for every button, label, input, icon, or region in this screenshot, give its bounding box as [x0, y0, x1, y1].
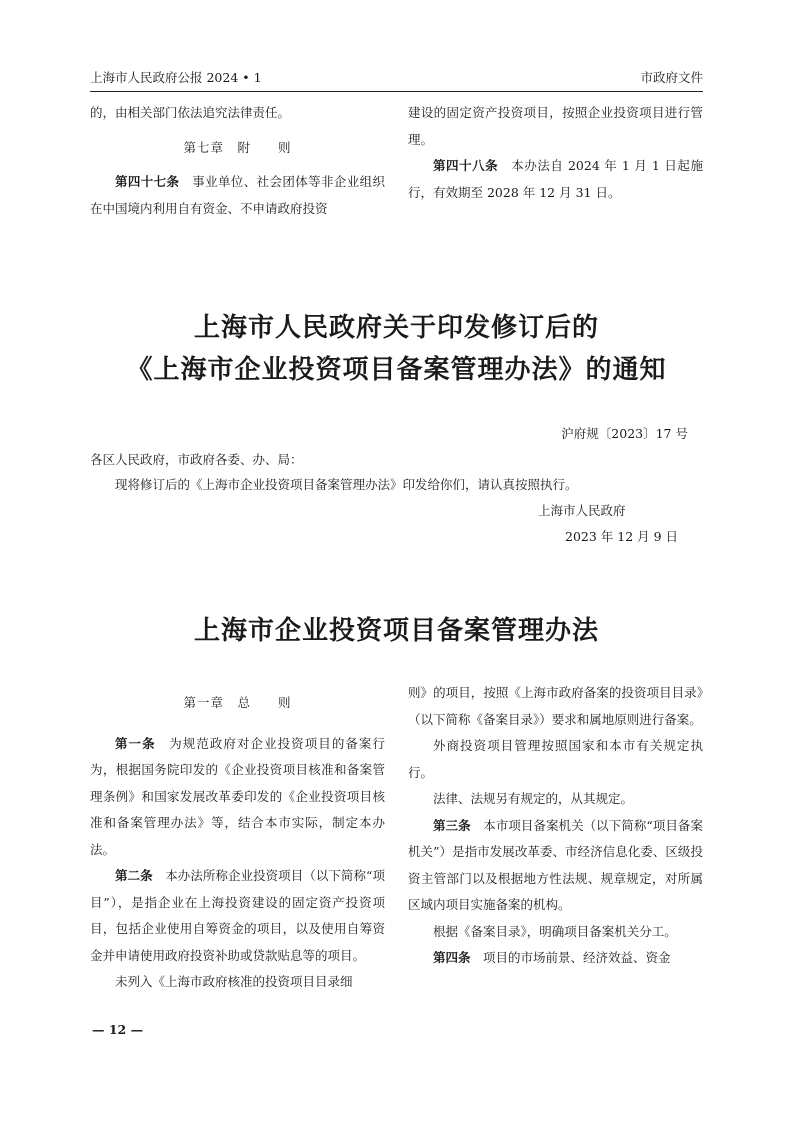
- article-48: [408, 153, 703, 206]
- continuation-paragraph: 则》的项目，按照《上海市政府备案的投资项目目录》（以下简称《备案目录》）要求和属地原则进行备案。: [408, 685, 703, 727]
- addressee: 各区人民政府，市政府各委、办、局：: [90, 452, 303, 467]
- article-label: 第一条: [115, 735, 156, 751]
- article-3: [408, 813, 703, 919]
- running-header-left: 上海市人民政府公报 2024 • 1: [90, 70, 262, 85]
- article-label: 第二条: [115, 868, 153, 883]
- article-47: [90, 169, 385, 222]
- header-rule: [90, 91, 703, 92]
- issuer: 上海市人民政府: [538, 503, 626, 518]
- paragraph: 未列入《上海市政府核准的投资项目目录细: [115, 974, 353, 989]
- paragraph: 外商投资项目管理按照国家和本市有关规定执行。: [408, 738, 703, 780]
- article-1: [90, 731, 385, 864]
- article-text: 本办法所称企业投资项目（以下简称“项目”），是指企业在上海投资建设的固定资产投资项目，包括企业使用自筹资金的项目，以及使用自筹资金并申请使用政府投资补助或贷款贴息等的项目。: [90, 868, 385, 963]
- article-text: 项目的市场前景、经济效益、资金: [483, 950, 671, 965]
- measures-column-right: [408, 680, 703, 972]
- running-header-right: 市政府文件: [640, 70, 703, 85]
- chapter-heading: 第一章 总 则: [183, 695, 292, 710]
- notice-body: 现将修订后的《上海市企业投资项目备案管理办法》印发给你们，请认真按照执行。: [115, 477, 578, 492]
- notice-title-line1: 上海市人民政府关于印发修订后的: [193, 313, 599, 343]
- prev-doc-column-left: [90, 100, 385, 222]
- article-label: 第四十八条: [433, 158, 499, 173]
- chapter-heading: 第七章 附 则: [183, 139, 292, 155]
- article-text: 本办法自 2024 年 1 月 1 日起施行，有效期至 2028 年 12 月 31 日。: [408, 158, 703, 200]
- article-label: 第四条: [433, 950, 471, 965]
- prev-doc-continuation: 建设的固定资产投资项目，按照企业投资项目进行管理。: [408, 105, 703, 147]
- article-text: 事业单位、社会团体等非企业组织在中国境内利用自有资金、不申请政府投资: [90, 174, 385, 216]
- measures-column-left: [90, 690, 385, 996]
- article-4: [408, 945, 703, 972]
- article-text: 为规范政府对企业投资项目的备案行为，根据国务院印发的《企业投资项目核准和备案管理条例》和国家发展改革委印发的《企业投资项目核准和备案管理办法》等，结合本市实际，制定本办法。: [90, 735, 385, 857]
- document-number: 沪府规〔2023〕17 号: [561, 426, 688, 441]
- notice-title-line2: 《上海市企业投资项目备案管理办法》的通知: [126, 355, 667, 385]
- article-2: [90, 863, 385, 969]
- issue-date: 2023 年 12 月 9 日: [565, 529, 679, 544]
- prev-doc-line: 的，由相关部门依法追究法律责任。: [90, 105, 291, 120]
- article-label: 第三条: [433, 817, 471, 833]
- page-number: — 12 —: [92, 1022, 144, 1037]
- prev-doc-column-right: [408, 100, 703, 206]
- article-label: 第四十七条: [115, 174, 180, 189]
- paragraph: 根据《备案目录》，明确项目备案机关分工。: [433, 923, 677, 939]
- measures-title: 上海市企业投资项目备案管理办法: [193, 616, 599, 646]
- paragraph: 法律、法规另有规定的，从其规定。: [433, 791, 634, 806]
- article-text: 本市项目备案机关（以下简称“项目备案机关”）是指市发展改革委、市经济信息化委、区级投资主管部门以及根据地方性法规、规章规定，对所属区域内项目实施备案的机构。: [408, 817, 703, 912]
